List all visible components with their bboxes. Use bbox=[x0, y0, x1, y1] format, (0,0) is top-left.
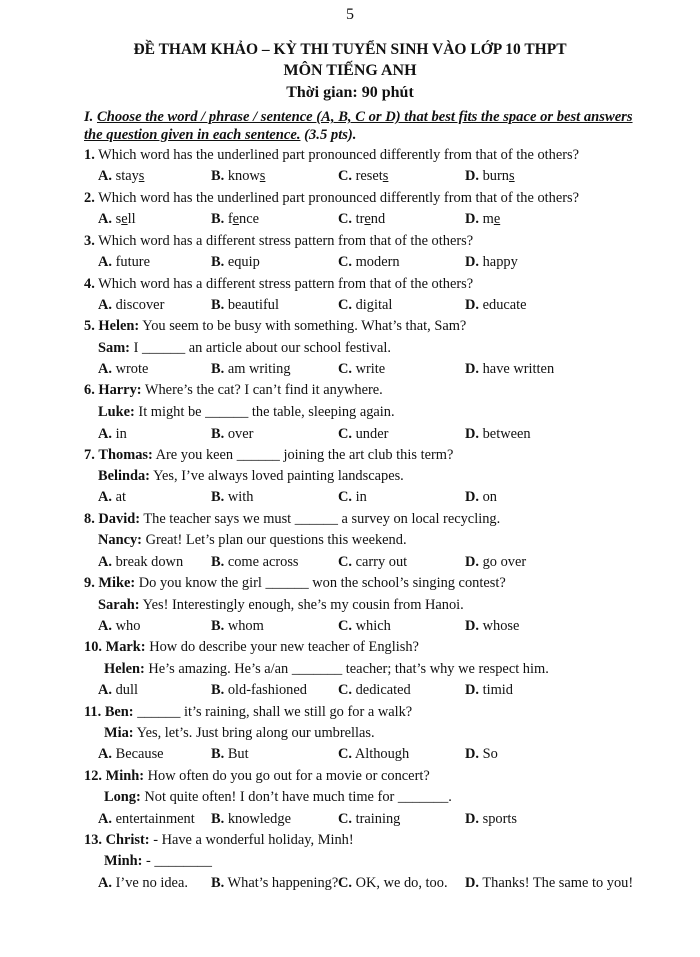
option-5d[interactable]: D. have written bbox=[465, 361, 555, 377]
question-2 bbox=[84, 190, 579, 207]
question-6-reply: Luke: It might be ______ the table, sleeping again. bbox=[98, 404, 395, 420]
question-text: Which word has the underlined part pronounced differently from that of the others? bbox=[98, 190, 580, 206]
option-11c[interactable]: C. Although bbox=[338, 746, 410, 762]
option-4a[interactable]: A. discover bbox=[98, 297, 165, 313]
question-9-reply: Sarah: Yes! Interestingly enough, she’s my cousin from Hanoi. bbox=[98, 597, 464, 613]
option-5a[interactable]: A. wrote bbox=[98, 361, 149, 377]
speaker: Mia: bbox=[104, 725, 134, 741]
question-5: 5. Helen: You seem to be busy with something. What’s that, Sam? bbox=[84, 318, 467, 334]
question-12: 12. Minh: How often do you go out for a movie or concert? bbox=[84, 768, 430, 784]
section-points: (3.5 pts). bbox=[304, 127, 357, 143]
option-7b[interactable]: B. with bbox=[211, 489, 254, 505]
speaker: Thomas: bbox=[98, 447, 153, 463]
speaker: Harry: bbox=[98, 382, 142, 398]
question-4 bbox=[84, 276, 473, 293]
option-7a[interactable]: A. at bbox=[98, 489, 126, 505]
option-9d[interactable]: D. whose bbox=[465, 618, 520, 634]
speaker: Mark: bbox=[105, 639, 146, 655]
question-text: Which word has a different stress pattern from that of the others? bbox=[98, 233, 474, 249]
question-12-reply: Long: Not quite often! I don’t have much time for _______. bbox=[104, 789, 452, 805]
speaker: Luke: bbox=[98, 404, 135, 420]
question-10-reply: Helen: He’s amazing. He’s a/an _______ teacher; that’s why we respect him. bbox=[104, 661, 549, 677]
speaker: Christ: bbox=[105, 832, 150, 848]
speaker: Nancy: bbox=[98, 532, 142, 548]
option-12a[interactable]: A. entertainment bbox=[98, 811, 195, 827]
option-3d[interactable]: D. happy bbox=[465, 254, 518, 270]
option-7d[interactable]: D. on bbox=[465, 489, 497, 505]
speaker: David: bbox=[98, 511, 140, 527]
speaker: Sarah: bbox=[98, 597, 140, 613]
question-number: 2. bbox=[84, 190, 95, 206]
option-1a[interactable]: A. stays bbox=[98, 168, 145, 184]
option-1d[interactable]: D. burns bbox=[465, 168, 515, 184]
speaker: Mike: bbox=[98, 575, 136, 591]
option-5c[interactable]: C. write bbox=[338, 361, 386, 377]
option-6d[interactable]: D. between bbox=[465, 426, 531, 442]
option-2b[interactable]: B. fence bbox=[211, 211, 259, 227]
option-8a[interactable]: A. break down bbox=[98, 554, 184, 570]
question-8-reply: Nancy: Great! Let’s plan our questions this weekend. bbox=[98, 532, 407, 548]
option-8d[interactable]: D. go over bbox=[465, 554, 527, 570]
option-5b[interactable]: B. am writing bbox=[211, 361, 291, 377]
option-12b[interactable]: B. knowledge bbox=[211, 811, 291, 827]
option-1c[interactable]: C. resets bbox=[338, 168, 389, 184]
question-number: 4. bbox=[84, 276, 95, 292]
question-5-reply: Sam: I ______ an article about our school festival. bbox=[98, 340, 391, 356]
question-7: 7. Thomas: Are you keen ______ joining the art club this term? bbox=[84, 447, 454, 463]
option-13a[interactable]: A. I’ve no idea. bbox=[98, 875, 188, 891]
question-11: 11. Ben: ______ it’s raining, shall we still go for a walk? bbox=[84, 704, 413, 720]
question-number: 3. bbox=[84, 233, 95, 249]
exam-title: ĐỀ THAM KHẢO – KỲ THI TUYỂN SINH VÀO LỚP 10 THPT bbox=[133, 41, 567, 58]
option-6b[interactable]: B. over bbox=[211, 426, 254, 442]
option-12d[interactable]: D. sports bbox=[465, 811, 517, 827]
option-4d[interactable]: D. educate bbox=[465, 297, 527, 313]
option-6a[interactable]: A. in bbox=[98, 426, 127, 442]
section-instruction bbox=[84, 108, 654, 144]
option-10d[interactable]: D. timid bbox=[465, 682, 513, 698]
option-10c[interactable]: C. dedicated bbox=[338, 682, 411, 698]
speaker: Long: bbox=[104, 789, 141, 805]
question-number: 1. bbox=[84, 147, 95, 163]
page-number: 5 bbox=[346, 6, 354, 23]
speaker: Sam: bbox=[98, 340, 130, 356]
option-9c[interactable]: C. which bbox=[338, 618, 391, 634]
question-9: 9. Mike: Do you know the girl ______ won the school’s singing contest? bbox=[84, 575, 506, 591]
question-10: 10. Mark: How do describe your new teacher of English? bbox=[84, 639, 419, 655]
option-9a[interactable]: A. who bbox=[98, 618, 141, 634]
option-4b[interactable]: B. beautiful bbox=[211, 297, 279, 313]
option-11d[interactable]: D. So bbox=[465, 746, 498, 762]
subject-title: MÔN TIẾNG ANH bbox=[283, 62, 417, 79]
speaker: Minh: bbox=[104, 853, 143, 869]
option-13d[interactable]: D. Thanks! The same to you! bbox=[465, 875, 634, 891]
speaker: Minh: bbox=[105, 768, 144, 784]
question-text: Which word has a different stress pattern from that of the others? bbox=[98, 276, 474, 292]
speaker: Helen: bbox=[104, 661, 145, 677]
time-limit: Thời gian: 90 phút bbox=[286, 84, 414, 101]
option-3b[interactable]: B. equip bbox=[211, 254, 260, 270]
option-11a[interactable]: A. Because bbox=[98, 746, 164, 762]
option-8c[interactable]: C. carry out bbox=[338, 554, 408, 570]
speaker: Belinda: bbox=[98, 468, 150, 484]
question-13: 13. Christ: - Have a wonderful holiday, Minh! bbox=[84, 832, 354, 848]
option-3a[interactable]: A. future bbox=[98, 254, 150, 270]
question-11-reply: Mia: Yes, let’s. Just bring along our umbrellas. bbox=[104, 725, 375, 741]
question-text: Which word has the underlined part pronounced differently from that of the others? bbox=[98, 147, 580, 163]
question-6: 6. Harry: Where’s the cat? I can’t find it anywhere. bbox=[84, 382, 383, 398]
question-1 bbox=[84, 147, 579, 164]
option-9b[interactable]: B. whom bbox=[211, 618, 264, 634]
option-13b[interactable]: B. What’s happening? bbox=[211, 875, 339, 891]
option-8b[interactable]: B. come across bbox=[211, 554, 299, 570]
question-13-reply: Minh: - ________ bbox=[104, 853, 212, 869]
option-1b[interactable]: B. knows bbox=[211, 168, 266, 184]
option-2d[interactable]: D. me bbox=[465, 211, 501, 227]
speaker: Helen: bbox=[98, 318, 140, 334]
option-12c[interactable]: C. training bbox=[338, 811, 401, 827]
option-13c[interactable]: C. OK, we do, too. bbox=[338, 875, 448, 891]
option-11b[interactable]: B. But bbox=[211, 746, 249, 762]
section-instruction-text: Choose the word / phrase / sentence (A, B, C or D) that best fits the space or best answers the question given in each sentence. bbox=[84, 109, 633, 143]
option-10b[interactable]: B. old-fashioned bbox=[211, 682, 307, 698]
option-3c[interactable]: C. modern bbox=[338, 254, 400, 270]
option-6c[interactable]: C. under bbox=[338, 426, 389, 442]
option-4c[interactable]: C. digital bbox=[338, 297, 393, 313]
question-3 bbox=[84, 233, 473, 250]
option-10a[interactable]: A. dull bbox=[98, 682, 138, 698]
question-8: 8. David: The teacher says we must ______ a survey on local recycling. bbox=[84, 511, 501, 527]
section-number: I. bbox=[84, 109, 94, 125]
option-2a[interactable]: A. sell bbox=[98, 211, 136, 227]
option-7c[interactable]: C. in bbox=[338, 489, 367, 505]
speaker: Ben: bbox=[104, 704, 134, 720]
option-2c[interactable]: C. trend bbox=[338, 211, 386, 227]
question-7-reply: Belinda: Yes, I’ve always loved painting landscapes. bbox=[98, 468, 404, 484]
